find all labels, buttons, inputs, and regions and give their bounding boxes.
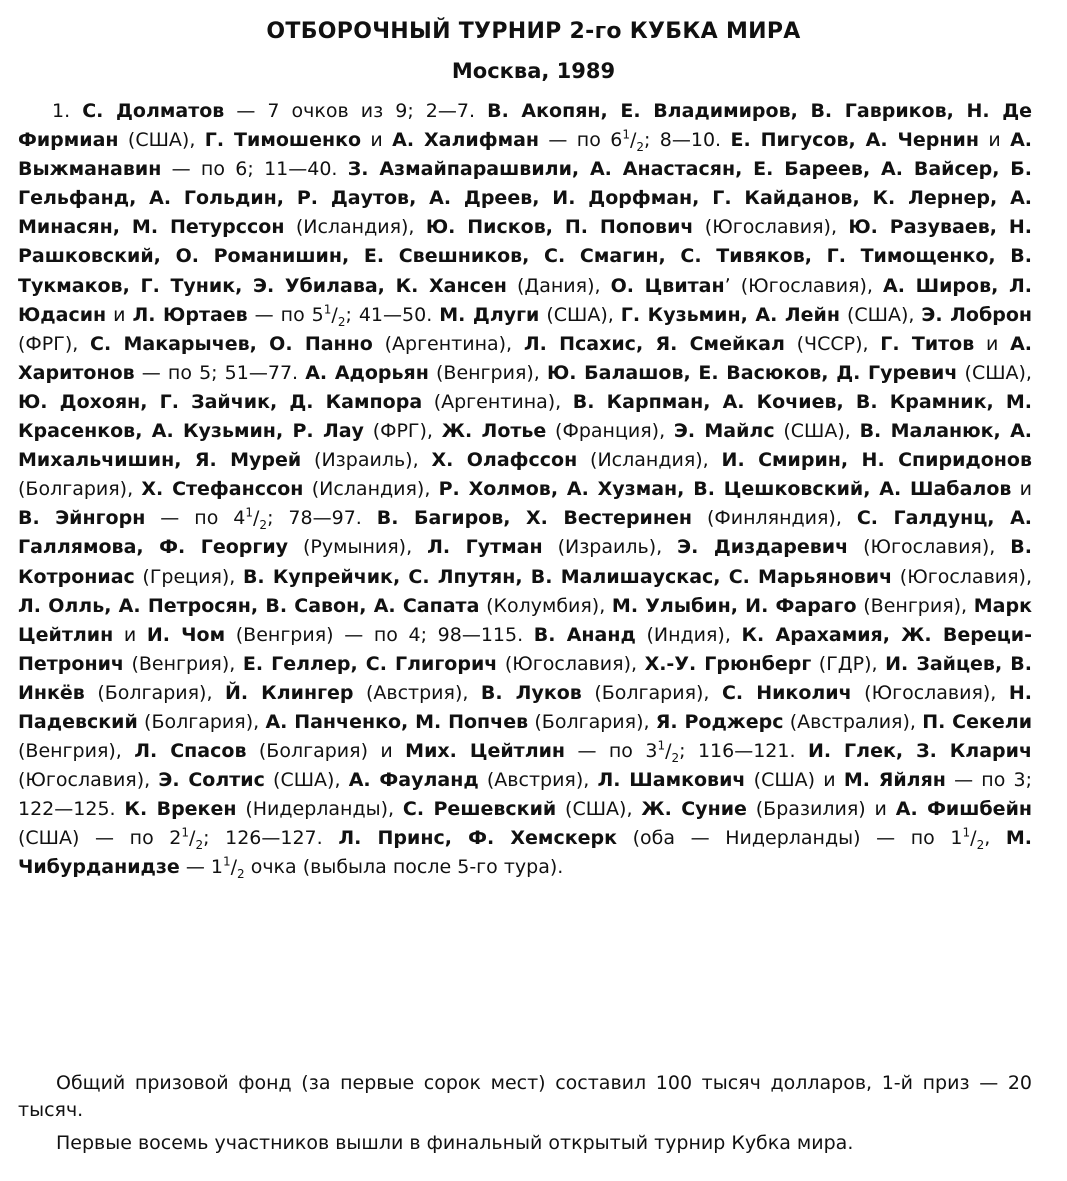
player-names: А. Халифман (392, 129, 540, 152)
result-text: (Югославия), (848, 536, 1011, 559)
player-names: П. Секели (922, 710, 1033, 733)
result-text: (Югославия), (497, 652, 645, 675)
result-text: (США), (118, 129, 205, 152)
player-names: Л. Спасов (134, 740, 247, 763)
player-names: В. Ананд (533, 623, 636, 646)
results-text (18, 97, 1032, 883)
player-names: А. Фауланд (348, 769, 479, 792)
prize-fund-note: Общий призовой фонд (за первые сорок мест) составил 100 тысяч долларов, 1-й приз — 20 тысяч. (18, 1072, 1032, 1121)
player-names: Ю. Разуваев, Н. Рашковский, О. Романишин, Е. Свешников, С. Смагин, С. Тивяков, Г. Тимощенко, В. Тукмаков, Г. Туник, Э. Убилава, К. Хансен (18, 216, 1033, 297)
result-text: (Франция), (546, 420, 674, 443)
player-names: В. Акопян, Е. Владимиров, В. Гавриков, Н. Де Фирмиан (18, 100, 1033, 152)
player-names: И. Зайцев, В. Инкёв (18, 652, 1032, 704)
player-names: Л. Принс, Ф. Хемскерк (338, 827, 617, 850)
result-text: и (1011, 478, 1033, 501)
result-text: (Венгрия) — по 4; 98—115. (225, 623, 534, 646)
player-names: Э. Солтис (158, 769, 265, 792)
player-names: А. Выжманавин (18, 129, 1032, 181)
player-names: Е. Пигусов, А. Чернин (730, 129, 979, 152)
result-text: (Болгария), (581, 681, 722, 704)
final-qualification-note: Первые восемь участников вышли в финальный открытый турнир Кубка мира. (56, 1132, 854, 1154)
player-names: Г. Титов (880, 332, 975, 355)
result-text: (оба — Нидерланды) — по 1 (616, 827, 963, 850)
result-text: (ФРГ), (363, 420, 442, 443)
result-text: — по 5 (247, 303, 324, 326)
player-names: Х. Олафссон (431, 449, 578, 472)
result-text: (Нидерланды), (236, 798, 403, 821)
result-text: / (230, 856, 238, 879)
player-names: М. Улыбин, И. Фараго (611, 594, 857, 617)
result-text: / (253, 507, 260, 530)
result-text: / (331, 303, 338, 326)
player-names: К. Арахамия, Ж. Вереци-Петронич (18, 623, 1033, 675)
result-text: и (113, 623, 147, 646)
result-text: — по 6; 11—40. (161, 158, 348, 181)
result-text: ; 8—10. (644, 129, 731, 152)
fraction-numerator: 1 (323, 302, 332, 317)
player-names: А. Адорьян (305, 361, 429, 384)
result-text: (Болгария) и (246, 740, 406, 763)
result-text: ; 126—127. (203, 827, 339, 850)
player-names: Ж. Суние (641, 798, 747, 821)
result-text: (Дания), (506, 274, 611, 297)
result-text: (ГДР), (811, 652, 886, 675)
player-names: В. Эйнгорн (18, 507, 146, 530)
result-text: (Венгрия), (428, 361, 547, 384)
fraction-denominator: 2 (976, 838, 985, 853)
result-text: / (665, 740, 672, 763)
result-text: — по 3; 122—125. (18, 769, 1033, 821)
fraction-numerator: 1 (622, 127, 630, 142)
player-names: А. Харитонов (18, 332, 1033, 384)
result-text: (Австрия), (353, 681, 481, 704)
player-names: Ю. Писков, П. Попович (425, 216, 694, 239)
player-names: Е. Геллер, С. Глигорич (242, 652, 498, 675)
result-text: (Болгария), (137, 710, 266, 733)
player-names: И. Глек, З. Кларич (807, 740, 1033, 763)
fraction-denominator: 2 (671, 750, 680, 765)
result-text: и (974, 332, 1011, 355)
player-names: Х. Стефанссон (141, 478, 304, 501)
result-text: — по 5; 51—77. (134, 361, 306, 384)
results-paragraph (18, 97, 1032, 883)
result-text: — по 4 (145, 507, 246, 530)
result-text: (Югославия), (892, 565, 1032, 588)
result-text: (США), (957, 361, 1032, 384)
player-names: Ю. Балашов, Е. Васюков, Д. Гуревич (546, 361, 958, 384)
result-text: (США) — по 2 (18, 827, 182, 850)
player-names: М. Длуги (439, 303, 540, 326)
result-text: (США), (774, 420, 860, 443)
player-names: Мих. Цейтлин (405, 740, 566, 763)
result-text: — по 6 (539, 129, 623, 152)
result-text: / (970, 827, 977, 850)
document-title: ОТБОРОЧНЫЙ ТУРНИР 2-го КУБКА МИРА (266, 19, 801, 44)
result-text: ; 78—97. (267, 507, 377, 530)
player-names: С. Галдунц, А. Галлямова, Ф. Георгиу (18, 507, 1032, 559)
player-names: Й. Клингер (224, 681, 354, 704)
result-text: и (978, 129, 1011, 152)
player-names: Э. Диздаревич (677, 536, 849, 559)
fraction-numerator: 1 (657, 738, 666, 753)
result-text: (США), (839, 303, 922, 326)
result-text: (ФРГ), (18, 332, 90, 355)
player-names: Н. Падевский (18, 681, 1032, 733)
result-text: , (984, 827, 1006, 850)
player-names: И. Чом (146, 623, 226, 646)
result-text: (Румыния), (288, 536, 428, 559)
result-text: (США), (539, 303, 621, 326)
result-text: ; 116—121. (679, 740, 808, 763)
fraction-denominator: 2 (636, 139, 645, 154)
result-text: (Исландия), (284, 216, 426, 239)
result-text: (Колумбия), (479, 594, 612, 617)
player-names: Л. Шамкович (597, 769, 746, 792)
player-names: Я. Роджерс (655, 710, 784, 733)
result-text: ʼ (Югославия), (724, 274, 884, 297)
player-names: В. Маланюк, А. Михальчишин, Я. Мурей (18, 420, 1033, 472)
result-text: и (361, 129, 393, 152)
result-text: / (629, 129, 637, 152)
result-text: (Болгария), (528, 710, 656, 733)
player-names: С. Макарычев, О. Панно (90, 332, 373, 355)
result-text: (Исландия), (303, 478, 439, 501)
player-names: Р. Холмов, А. Хузман, В. Цешковский, А. Шабалов (438, 478, 1012, 501)
result-text: (Венгрия), (123, 652, 243, 675)
fraction-denominator: 2 (237, 867, 245, 882)
player-names: Марк Цейтлин (18, 594, 1032, 646)
player-names: Л. Олль, А. Петросян, В. Савон, А. Сапата (18, 594, 480, 617)
player-names: С. Долматов (82, 100, 225, 122)
result-text: (Бразилия) и (746, 798, 896, 821)
player-names: З. Азмайпарашвили, А. Анастасян, Е. Бареев, А. Вайсер, Б. Гельфанд, А. Гольдин, Р. Даутов, А. Дреев, И. Дорфман, Г. Кайданов, К. Лернер, А. Минасян, М. Петурссон (18, 158, 1032, 239)
result-text: (Венгрия), (18, 740, 135, 763)
player-names: Л. Псахис, Я. Смейкал (523, 332, 785, 355)
player-names: Ю. Дохоян, Г. Зайчик, Д. Кампора (18, 390, 423, 413)
player-names: А. Панченко, М. Попчев (265, 710, 529, 733)
player-names: Г. Кузьмин, А. Лейн (620, 303, 840, 326)
player-names: Ж. Лотье (441, 420, 547, 443)
result-text: ; 41—50. (345, 303, 440, 326)
result-text: (Югославия), (851, 681, 1009, 704)
player-names: К. Врекен (124, 798, 237, 821)
fraction-numerator: 1 (962, 826, 971, 841)
player-names: Г. Тимошенко (204, 129, 362, 152)
fraction-numerator: 1 (222, 855, 231, 870)
result-text: (Аргентина), (372, 332, 524, 355)
result-text: очка (выбыла после 5-го тура). (244, 856, 564, 879)
result-text: — по 3 (565, 740, 658, 763)
result-text: (Греция), (134, 565, 243, 588)
player-names: В. Карпман, А. Кочиев, В. Крамник, М. Красенков, А. Кузьмин, Р. Лау (18, 390, 1033, 443)
fraction-denominator: 2 (195, 838, 204, 853)
player-names: А. Фишбейн (895, 798, 1033, 821)
result-text: (Финляндия), (692, 507, 857, 530)
result-text: (Австрия), (478, 769, 598, 792)
fraction-numerator: 1 (181, 826, 190, 841)
player-names: В. Котрониас (18, 536, 1032, 588)
result-text: (Австралия), (783, 710, 923, 733)
result-text: / (189, 827, 196, 850)
player-names: О. Цвитан (610, 274, 725, 297)
player-names: Х.-У. Грюнберг (644, 652, 812, 675)
player-names: Л. Юртаев (132, 303, 248, 326)
fraction-denominator: 2 (337, 314, 346, 329)
player-names: Л. Гутман (427, 536, 543, 559)
result-text: (Израиль), (301, 449, 432, 472)
player-names: В. Луков (480, 681, 582, 704)
result-text: (США) и (745, 769, 844, 792)
player-names: С. Решевский (402, 798, 557, 821)
result-text: (Исландия), (577, 449, 722, 472)
result-text: (Индия), (635, 623, 742, 646)
result-text: (Югославия), (693, 216, 849, 239)
result-text: (Венгрия), (856, 594, 974, 617)
player-names: В. Багиров, Х. Вестеринен (376, 507, 692, 530)
player-names: В. Купрейчик, С. Лпутян, В. Малишаускас, С. Марьянович (242, 565, 893, 588)
fraction-numerator: 1 (245, 505, 254, 520)
player-names: А. Широв, Л. Юдасин (18, 274, 1032, 326)
player-names: Э. Лоброн (921, 303, 1033, 326)
result-text: (Югославия), (18, 769, 159, 792)
result-text: (Болгария), (18, 478, 142, 501)
result-text: — 7 очков из 9; 2—7. (224, 100, 488, 122)
result-text: (США), (556, 798, 642, 821)
document-subtitle: Москва, 1989 (451, 59, 616, 83)
result-text: — 1 (179, 856, 223, 879)
result-text: (ЧССР), (784, 332, 881, 355)
fraction-denominator: 2 (259, 518, 268, 533)
player-names: Э. Майлс (673, 420, 775, 443)
player-names: М. Чибурданидзе (18, 827, 1032, 879)
result-text: и (106, 303, 133, 326)
result-text: (Болгария), (84, 681, 225, 704)
player-names: И. Смирин, Н. Спиридонов (721, 449, 1032, 472)
result-text: (Израиль), (542, 536, 678, 559)
result-text: 1. (52, 100, 83, 122)
player-names: С. Николич (721, 681, 852, 704)
result-text: (США), (264, 769, 349, 792)
player-names: М. Яйлян (843, 769, 946, 792)
result-text: (Аргентина), (422, 390, 573, 413)
